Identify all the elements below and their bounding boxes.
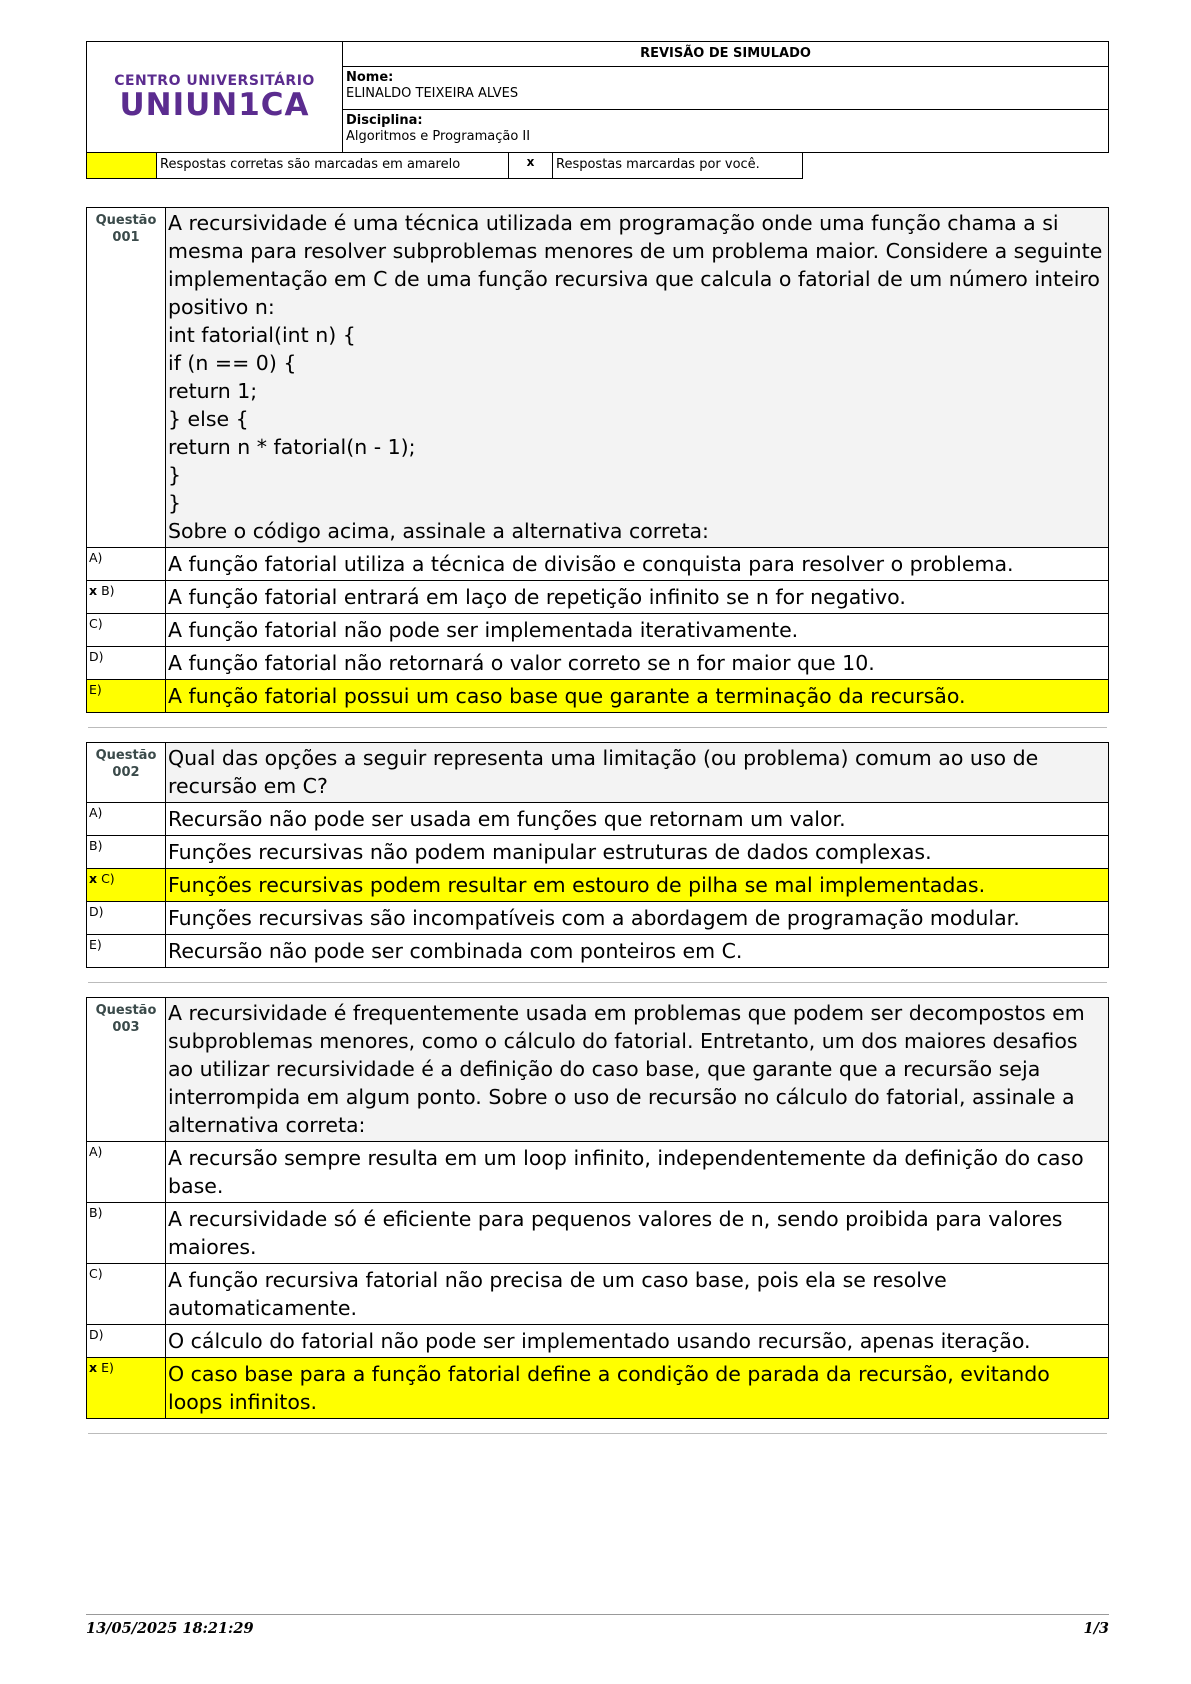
logo bbox=[87, 42, 343, 152]
question-text bbox=[166, 208, 1108, 547]
option-letter: E) bbox=[89, 937, 102, 952]
option-text: O caso base para a função fatorial define a condição de parada da recursão, evitando loops infinitos. bbox=[166, 1358, 1108, 1418]
question-label: Questão bbox=[95, 213, 157, 228]
question-number bbox=[87, 208, 166, 547]
discipline-label: Disciplina: bbox=[346, 113, 423, 128]
option-letter-cell bbox=[87, 1325, 166, 1357]
option-letter: E) bbox=[101, 1360, 114, 1375]
option-letter: E) bbox=[89, 682, 102, 697]
option-letter: B) bbox=[89, 838, 103, 853]
selected-mark: x bbox=[89, 583, 98, 598]
discipline-value: Algoritmos e Programação II bbox=[346, 129, 531, 144]
answer-option bbox=[87, 646, 1108, 679]
question-text-line: Sobre o código acima, assinale a alternativa correta: bbox=[168, 519, 709, 543]
legend bbox=[86, 153, 1109, 179]
question-label: Questão bbox=[95, 1003, 157, 1018]
question-text-line: A recursividade é uma técnica utilizada em programação onde uma função chama a si mesma para resolver subproblemas menores de um problema maior. Considere a seguinte implementação em C de uma função recursiva que calcula o fatorial de um número inteiro positivo n: bbox=[168, 211, 1103, 319]
answer-option bbox=[87, 613, 1108, 646]
footer-datetime: 13/05/2025 18:21:29 bbox=[86, 1620, 254, 1637]
header-box bbox=[86, 41, 1109, 153]
logo-main-text: UNIUN1CA bbox=[119, 87, 310, 123]
question-number bbox=[87, 998, 166, 1141]
option-letter: A) bbox=[89, 805, 103, 820]
option-letter: A) bbox=[89, 1144, 103, 1159]
answer-option bbox=[87, 901, 1108, 934]
answer-option bbox=[87, 1324, 1108, 1357]
option-text: A recursividade só é eficiente para pequenos valores de n, sendo proibida para valores maiores. bbox=[168, 1207, 1063, 1259]
option-letter: D) bbox=[89, 649, 104, 664]
question-block bbox=[86, 997, 1109, 1419]
question-header-row bbox=[87, 998, 1108, 1141]
logo-top-text: CENTRO UNIVERSITÁRIO bbox=[114, 73, 315, 89]
option-letter: D) bbox=[89, 904, 104, 919]
answer-option bbox=[87, 1357, 1108, 1418]
question-block bbox=[86, 742, 1109, 968]
answer-option bbox=[87, 1202, 1108, 1263]
option-letter-cell bbox=[87, 1358, 166, 1418]
answer-option bbox=[87, 679, 1108, 712]
answer-option bbox=[87, 934, 1108, 967]
option-text: Funções recursivas não podem manipular estruturas de dados complexas. bbox=[168, 840, 932, 864]
selected-mark: x bbox=[89, 1360, 98, 1375]
option-text: Funções recursivas podem resultar em estouro de pilha se mal implementadas. bbox=[166, 869, 1108, 901]
option-letter-cell bbox=[87, 581, 166, 613]
question-text-line: } bbox=[168, 463, 182, 487]
option-text: A função fatorial entrará em laço de repetição infinito se n for negativo. bbox=[168, 585, 906, 609]
option-text: Recursão não pode ser usada em funções que retornam um valor. bbox=[168, 807, 846, 831]
option-letter: B) bbox=[89, 1205, 103, 1220]
questions-list bbox=[86, 207, 1109, 1434]
option-letter-cell bbox=[87, 614, 166, 646]
option-letter-cell bbox=[87, 836, 166, 868]
option-letter-cell bbox=[87, 1264, 166, 1324]
question-separator bbox=[88, 1433, 1107, 1434]
option-letter-cell bbox=[87, 680, 166, 712]
discipline-row bbox=[343, 110, 1108, 152]
header-info bbox=[343, 42, 1108, 152]
option-text: Funções recursivas são incompatíveis com a abordagem de programação modular. bbox=[168, 906, 1020, 930]
option-letter-cell bbox=[87, 935, 166, 967]
option-letter: C) bbox=[101, 871, 115, 886]
question-text-line: } bbox=[168, 491, 182, 515]
option-letter-cell bbox=[87, 902, 166, 934]
option-text: A função fatorial possui um caso base que garante a terminação da recursão. bbox=[166, 680, 1108, 712]
question-text-line: Qual das opções a seguir representa uma limitação (ou problema) comum ao uso de recursão em C? bbox=[168, 746, 1039, 798]
name-label: Nome: bbox=[346, 70, 394, 85]
option-text: O cálculo do fatorial não pode ser implementado usando recursão, apenas iteração. bbox=[168, 1329, 1031, 1353]
question-header-row bbox=[87, 743, 1108, 802]
question-separator bbox=[88, 727, 1107, 728]
exam-review-page bbox=[86, 41, 1109, 1448]
question-text bbox=[166, 743, 1108, 802]
name-value: ELINALDO TEIXEIRA ALVES bbox=[346, 86, 519, 101]
page-title: REVISÃO DE SIMULADO bbox=[343, 42, 1108, 67]
answer-option bbox=[87, 547, 1108, 580]
option-text: A função fatorial não retornará o valor correto se n for maior que 10. bbox=[168, 651, 875, 675]
legend-correct-text: Respostas corretas são marcadas em amarelo bbox=[157, 153, 509, 179]
option-letter: D) bbox=[89, 1327, 104, 1342]
question-text-line: int fatorial(int n) { bbox=[168, 323, 356, 347]
legend-highlight-swatch bbox=[86, 153, 157, 179]
option-letter: B) bbox=[101, 583, 115, 598]
option-letter: C) bbox=[89, 1266, 103, 1281]
question-text-line: A recursividade é frequentemente usada em problemas que podem ser decompostos em subproblemas menores, como o cálculo do fatorial. Entretanto, um dos maiores desafios ao utilizar recursividade é a definição do caso base, que garante que a recursão seja interrompida em algum ponto. Sobre o uso de recursão no cálculo do fatorial, assinale a alternativa correta: bbox=[168, 1001, 1085, 1137]
answer-option bbox=[87, 1141, 1108, 1202]
option-text: A função fatorial utiliza a técnica de divisão e conquista para resolver o problema. bbox=[168, 552, 1014, 576]
option-letter: C) bbox=[89, 616, 103, 631]
option-letter-cell bbox=[87, 1142, 166, 1202]
student-name-row bbox=[343, 67, 1108, 110]
option-letter-cell bbox=[87, 548, 166, 580]
question-text bbox=[166, 998, 1108, 1141]
question-block bbox=[86, 207, 1109, 713]
option-text: A função fatorial não pode ser implementada iterativamente. bbox=[168, 618, 799, 642]
legend-marked-text: Respostas marcardas por você. bbox=[553, 153, 803, 179]
question-label: Questão bbox=[95, 748, 157, 763]
answer-option bbox=[87, 580, 1108, 613]
option-letter-cell bbox=[87, 1203, 166, 1263]
question-number-value: 003 bbox=[112, 1020, 140, 1035]
option-text: Recursão não pode ser combinada com ponteiros em C. bbox=[168, 939, 743, 963]
option-letter: A) bbox=[89, 550, 103, 565]
option-letter-cell bbox=[87, 869, 166, 901]
question-number bbox=[87, 743, 166, 802]
question-number-value: 001 bbox=[112, 230, 140, 245]
question-separator bbox=[88, 982, 1107, 983]
footer-page-number: 1/3 bbox=[1083, 1620, 1109, 1637]
option-text: A função recursiva fatorial não precisa de um caso base, pois ela se resolve automaticamente. bbox=[168, 1268, 947, 1320]
question-text-line: return n * fatorial(n - 1); bbox=[168, 435, 416, 459]
answer-option bbox=[87, 868, 1108, 901]
answer-option bbox=[87, 835, 1108, 868]
question-text-line: return 1; bbox=[168, 379, 258, 403]
answer-option bbox=[87, 802, 1108, 835]
question-header-row bbox=[87, 208, 1108, 547]
question-number-value: 002 bbox=[112, 765, 140, 780]
answer-option bbox=[87, 1263, 1108, 1324]
question-text-line: if (n == 0) { bbox=[168, 351, 297, 375]
legend-mark-symbol: x bbox=[509, 153, 553, 179]
selected-mark: x bbox=[89, 871, 98, 886]
option-letter-cell bbox=[87, 803, 166, 835]
footer bbox=[86, 1614, 1109, 1637]
question-text-line: } else { bbox=[168, 407, 249, 431]
option-letter-cell bbox=[87, 647, 166, 679]
option-text: A recursão sempre resulta em um loop infinito, independentemente da definição do caso base. bbox=[168, 1146, 1084, 1198]
